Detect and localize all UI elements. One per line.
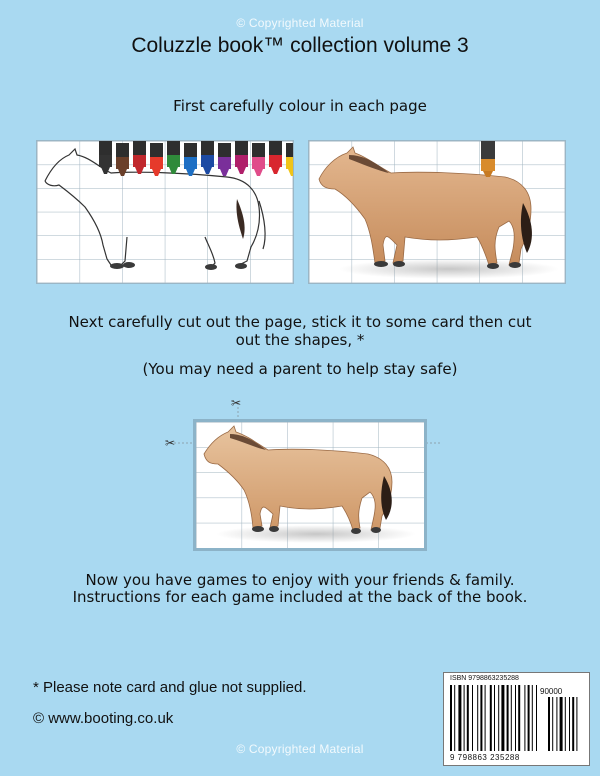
marker-body (116, 143, 129, 157)
marker-cap (99, 155, 112, 167)
marker-cap (235, 155, 248, 167)
marker-body (286, 143, 293, 157)
outline-horse-panel (36, 140, 294, 284)
step3-line2: Instructions for each game included at the back of the book. (72, 588, 528, 606)
marker-body (218, 143, 231, 157)
marker-body (252, 143, 265, 157)
marker-body (235, 141, 248, 155)
marker-body (167, 141, 180, 155)
step1-text: First carefully colour in each page (173, 97, 427, 115)
coloured-horse-panel (308, 140, 566, 284)
marker-cap (167, 155, 180, 167)
step3-line1: Now you have games to enjoy with your friends & family. (85, 571, 515, 589)
isbn-price-code: 90000 (540, 687, 563, 696)
marker-cap (133, 155, 146, 167)
outline-horse-illustration (37, 141, 293, 283)
marker-body (201, 141, 214, 155)
marker-body (184, 143, 197, 157)
scissors-icon-top: ✂ (231, 396, 242, 410)
step2-line2: out the shapes, * (235, 331, 365, 349)
step2-note: (You may need a parent to help stay safe) (142, 360, 458, 378)
step2-line1: Next carefully cut out the page, stick it to some card then cut (68, 313, 532, 331)
website-text: © www.booting.co.uk (33, 710, 174, 727)
marker-cap (286, 157, 293, 169)
cut-card-panel (193, 419, 427, 551)
marker-cap (218, 157, 231, 169)
marker-cap (150, 157, 163, 169)
isbn-label: ISBN 9798863235288 (450, 675, 519, 682)
marker-cap (184, 157, 197, 169)
watermark-top: © Copyrighted Material (236, 16, 364, 30)
coloured-horse-illustration (309, 141, 565, 283)
marker-cap (252, 157, 265, 169)
page-title: Coluzzle book™ collection volume 3 (131, 34, 469, 57)
cut-card-horse-illustration (196, 422, 424, 548)
marker-cap (201, 155, 214, 167)
marker-cap (116, 157, 129, 169)
watermark-bottom: © Copyrighted Material (236, 742, 364, 756)
marker-body (150, 143, 163, 157)
marker-cap (269, 155, 282, 167)
marker-body (133, 141, 146, 155)
marker-body (99, 141, 112, 155)
marker-body (269, 141, 282, 155)
isbn-digits: 9 798863 235288 (450, 753, 520, 762)
footnote-text: * Please note card and glue not supplied. (33, 679, 307, 696)
scissors-icon-left: ✂ (165, 436, 176, 450)
